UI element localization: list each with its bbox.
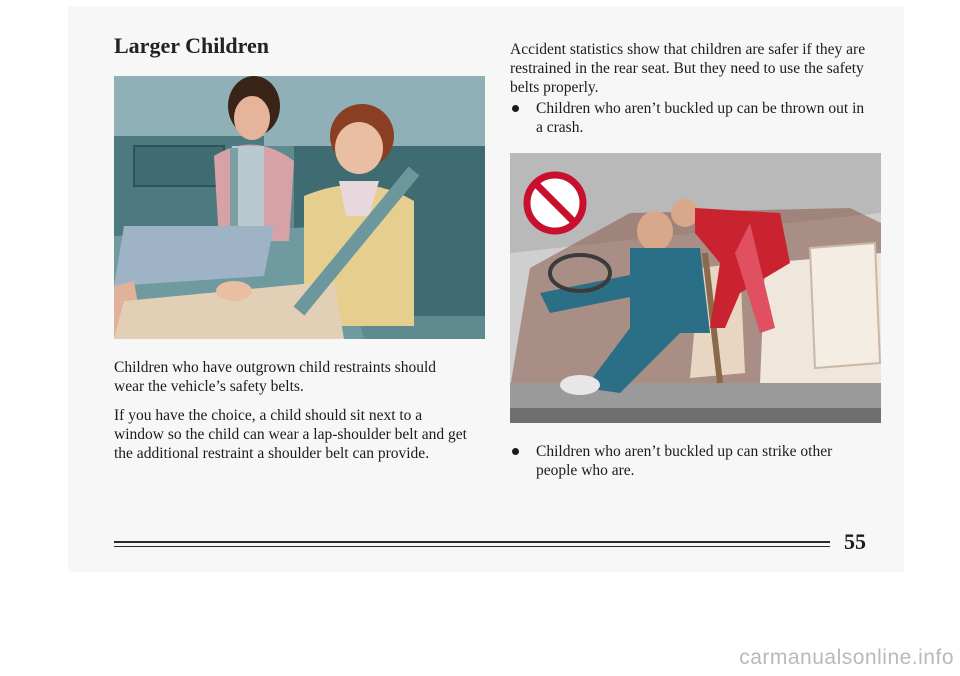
footer-rule-thin	[114, 546, 830, 547]
bullet-dot-icon	[512, 105, 519, 112]
left-paragraph-2: If you have the choice, a child should sit next to a window so the child can wear a lap-shoulder belt and get the additional restraint a shoulder belt can provide.	[114, 407, 467, 462]
crash-drawing	[510, 153, 881, 423]
right-intro-paragraph: Accident statistics show that children are safer if they are restrained in the rear seat. But they need to use the safety belts properly.	[510, 41, 866, 96]
section-heading: Larger Children	[114, 33, 270, 58]
bullet-text: Children who aren’t buckled up can be thrown out in a crash.	[536, 100, 865, 136]
no-symbol-icon	[527, 175, 583, 231]
bullet-thrown-out	[512, 99, 882, 139]
seated-children-drawing	[114, 76, 485, 339]
bullet-text: Children who aren’t buckled up can strike other people who are.	[536, 443, 833, 479]
bullet-strike-others	[512, 442, 882, 482]
site-watermark[interactable]: carmanualsonline.info	[739, 646, 954, 669]
bullet-dot-icon	[512, 448, 519, 455]
footer-rule-thick	[114, 541, 830, 543]
left-paragraph-1: Children who have outgrown child restraints should wear the vehicle’s safety belts.	[114, 359, 437, 395]
page-number: 55	[844, 529, 866, 554]
children-seated-belted-illustration	[114, 76, 485, 339]
unbuckled-child-crash-illustration	[510, 153, 881, 423]
